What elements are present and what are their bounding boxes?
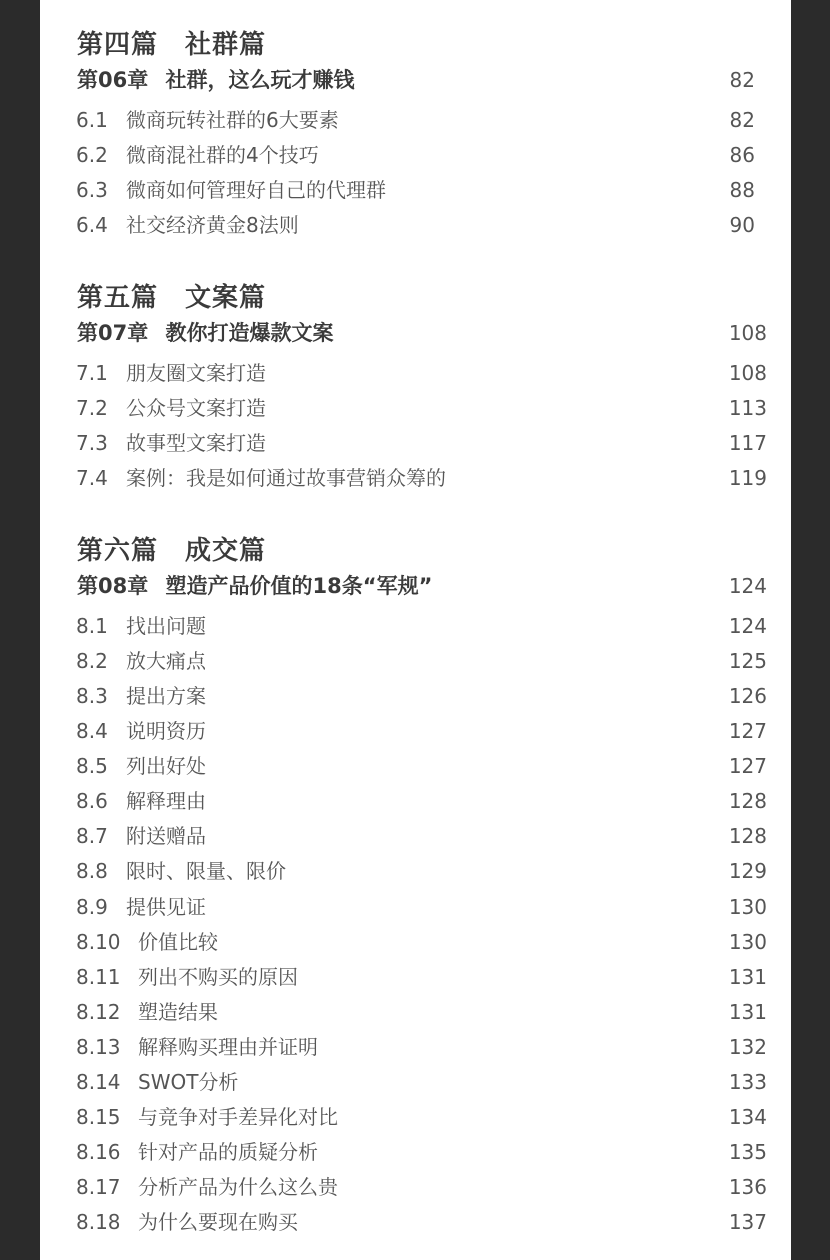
section-number: 7.3 [76, 431, 108, 455]
section-page-number: 131 [728, 1000, 767, 1024]
section-title: 故事型文案打造 [126, 431, 266, 455]
chapter-title: 塑造产品价值的18条“军规” [165, 574, 433, 598]
section-page-number: 135 [728, 1140, 767, 1164]
section-title: SWOT分析 [138, 1070, 239, 1094]
chapter-title: 教你打造爆款文案 [165, 321, 334, 345]
section-title: 提出方案 [126, 684, 206, 708]
section-page-number: 90 [729, 213, 755, 237]
section-page-number: 129 [728, 859, 767, 883]
toc-entry-8-18[interactable] [76, 1207, 298, 1237]
section-page-number: 136 [728, 1175, 767, 1199]
toc-entry-8-17[interactable] [76, 1172, 338, 1202]
section-number: 8.6 [76, 789, 108, 813]
section-number: 8.11 [76, 965, 121, 989]
section-number: 7.4 [76, 466, 108, 490]
section-title: 微商如何管理好自己的代理群 [126, 178, 386, 202]
section-title: 说明资历 [126, 719, 206, 743]
section-page-number: 133 [728, 1070, 767, 1094]
section-page-number: 117 [728, 431, 767, 455]
section-number: 8.18 [76, 1210, 121, 1234]
section-title: 列出好处 [126, 754, 206, 778]
section-page-number: 131 [728, 965, 767, 989]
part-title: 第四篇 社群篇 [77, 30, 267, 60]
section-title: 为什么要现在购买 [138, 1210, 298, 1234]
section-title: 塑造结果 [138, 1000, 218, 1024]
section-title: 价值比较 [138, 930, 218, 954]
section-page-number: 130 [728, 895, 767, 919]
section-number: 8.9 [76, 895, 108, 919]
section-page-number: 137 [728, 1210, 767, 1234]
section-number: 7.1 [76, 361, 108, 385]
section-title: 微商玩转社群的6大要素 [126, 108, 339, 132]
section-page-number: 108 [728, 361, 767, 385]
section-number: 8.4 [76, 719, 108, 743]
section-title: 社交经济黄金8法则 [126, 213, 299, 237]
section-title: 与竞争对手差异化对比 [138, 1105, 338, 1129]
section-title: 附送赠品 [126, 824, 206, 848]
section-title: 微商混社群的4个技巧 [126, 143, 319, 167]
toc-entry-8-4[interactable] [76, 716, 206, 746]
toc-entry-8-10[interactable] [76, 927, 218, 957]
chapter-07-entry[interactable] [77, 318, 334, 348]
section-number: 8.15 [76, 1105, 121, 1129]
section-page-number: 128 [728, 789, 767, 813]
section-title: 分析产品为什么这么贵 [138, 1175, 338, 1199]
section-title: 解释理由 [126, 789, 206, 813]
section-title: 朋友圈文案打造 [126, 361, 266, 385]
section-page-number: 128 [728, 824, 767, 848]
section-number: 8.2 [76, 649, 108, 673]
section-number: 7.2 [76, 396, 108, 420]
section-page-number: 127 [728, 719, 767, 743]
section-number: 8.10 [76, 930, 121, 954]
toc-entry-6-1[interactable] [76, 105, 339, 135]
section-title: 列出不购买的原因 [138, 965, 298, 989]
chapter-page-number: 124 [728, 574, 767, 598]
section-number: 8.8 [76, 859, 108, 883]
toc-entry-7-4[interactable] [76, 463, 446, 493]
section-title: 解释购买理由并证明 [138, 1035, 318, 1059]
section-number: 8.16 [76, 1140, 121, 1164]
section-number: 6.3 [76, 178, 108, 202]
toc-entry-6-3[interactable] [76, 175, 386, 205]
section-title: 找出问题 [126, 614, 206, 638]
chapter-08-entry[interactable] [77, 571, 432, 601]
toc-entry-8-9[interactable] [76, 892, 206, 922]
chapter-title: 社群，这么玩才赚钱 [165, 68, 355, 92]
chapter-label: 第08章 [77, 574, 149, 598]
section-number: 8.3 [76, 684, 108, 708]
section-title: 放大痛点 [126, 649, 206, 673]
toc-entry-8-8[interactable] [76, 856, 286, 886]
toc-entry-8-15[interactable] [76, 1102, 338, 1132]
toc-entry-8-3[interactable] [76, 681, 206, 711]
chapter-06-entry[interactable] [77, 65, 355, 95]
toc-entry-8-16[interactable] [76, 1137, 318, 1167]
section-number: 8.13 [76, 1035, 121, 1059]
toc-entry-8-6[interactable] [76, 786, 206, 816]
section-number: 8.12 [76, 1000, 121, 1024]
section-page-number: 130 [728, 930, 767, 954]
section-title: 针对产品的质疑分析 [138, 1140, 318, 1164]
section-number: 8.1 [76, 614, 108, 638]
toc-entry-8-7[interactable] [76, 821, 206, 851]
toc-entry-7-3[interactable] [76, 428, 266, 458]
toc-entry-8-1[interactable] [76, 611, 206, 641]
toc-entry-8-5[interactable] [76, 751, 206, 781]
toc-page [40, 0, 791, 1260]
section-page-number: 119 [728, 466, 767, 490]
section-page-number: 82 [729, 108, 755, 132]
chapter-label: 第07章 [77, 321, 149, 345]
section-number: 6.2 [76, 143, 108, 167]
section-page-number: 134 [728, 1105, 767, 1129]
toc-entry-6-4[interactable] [76, 210, 299, 240]
toc-entry-8-12[interactable] [76, 997, 218, 1027]
toc-entry-7-2[interactable] [76, 393, 266, 423]
section-page-number: 86 [729, 143, 755, 167]
section-page-number: 124 [728, 614, 767, 638]
section-title: 案例：我是如何通过故事营销众筹的 [126, 466, 446, 490]
toc-entry-8-11[interactable] [76, 962, 298, 992]
toc-entry-8-14[interactable] [76, 1067, 238, 1097]
chapter-page-number: 108 [728, 321, 767, 345]
section-page-number: 113 [728, 396, 767, 420]
section-number: 6.4 [76, 213, 108, 237]
part-title: 第五篇 文案篇 [77, 283, 267, 313]
section-title: 限时、限量、限价 [126, 859, 286, 883]
section-page-number: 132 [728, 1035, 767, 1059]
section-number: 8.17 [76, 1175, 121, 1199]
toc-entry-6-2[interactable] [76, 140, 319, 170]
section-number: 8.14 [76, 1070, 121, 1094]
toc-entry-7-1[interactable] [76, 358, 266, 388]
section-title: 公众号文案打造 [126, 396, 266, 420]
chapter-label: 第06章 [77, 68, 149, 92]
toc-entry-8-2[interactable] [76, 646, 206, 676]
section-page-number: 88 [729, 178, 755, 202]
section-page-number: 127 [728, 754, 767, 778]
section-number: 6.1 [76, 108, 108, 132]
part-title: 第六篇 成交篇 [77, 536, 267, 566]
chapter-page-number: 82 [729, 68, 755, 92]
section-title: 提供见证 [126, 895, 206, 919]
section-number: 8.5 [76, 754, 108, 778]
toc-entry-8-13[interactable] [76, 1032, 318, 1062]
section-number: 8.7 [76, 824, 108, 848]
section-page-number: 125 [728, 649, 767, 673]
section-page-number: 126 [728, 684, 767, 708]
